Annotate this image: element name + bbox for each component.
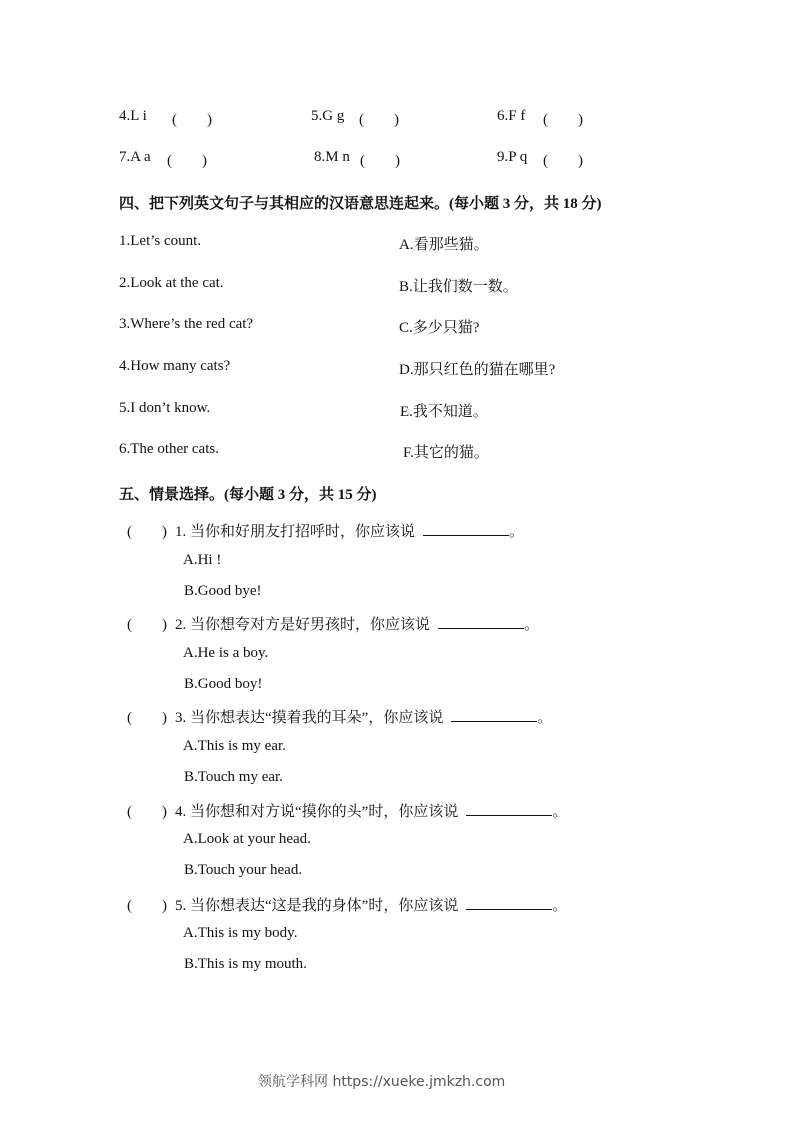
section-heading: 四、把下列英文句子与其相应的汉语意思连起来。(每小题 3 分，共 18 分)	[119, 196, 602, 212]
option-b[interactable]: B.This is my mouth.	[184, 956, 307, 972]
answer-paren[interactable]: ( )	[359, 112, 399, 128]
question-stem: 3. 当你想表达“摸着我的耳朵”，你应该说 。	[175, 706, 552, 727]
match-right-item[interactable]: F.其它的猫。	[403, 445, 489, 461]
letter-item: 6.F f	[497, 108, 526, 124]
option-b[interactable]: B.Touch my ear.	[184, 769, 283, 785]
answer-paren[interactable]: ( )	[167, 153, 207, 169]
letter-item: 8.M n	[314, 149, 350, 165]
match-left-item[interactable]: 5.I don’t know.	[119, 400, 211, 416]
option-a[interactable]: A.Hi !	[183, 552, 222, 568]
option-b[interactable]: B.Good bye!	[184, 583, 262, 599]
letter-item: 5.G g	[311, 108, 345, 124]
question-stem: 2. 当你想夸对方是好男孩时，你应该说 。	[175, 613, 539, 634]
answer-paren[interactable]: ( )	[543, 112, 583, 128]
option-b[interactable]: B.Good boy!	[184, 676, 263, 692]
option-a[interactable]: A.Look at your head.	[183, 831, 311, 847]
match-left-item[interactable]: 3.Where’s the red cat?	[119, 316, 254, 332]
answer-paren[interactable]: ( )	[127, 617, 167, 633]
match-left-item[interactable]: 6.The other cats.	[119, 441, 219, 457]
match-right-item[interactable]: C.多少只猫?	[399, 320, 480, 336]
letter-item: 7.A a	[119, 149, 151, 165]
answer-paren[interactable]: ( )	[127, 710, 167, 726]
match-right-item[interactable]: A.看那些猫。	[399, 237, 489, 253]
question-stem: 4. 当你想和对方说“摸你的头”时，你应该说 。	[175, 800, 567, 821]
match-left-item[interactable]: 4.How many cats?	[119, 358, 231, 374]
answer-paren[interactable]: ( )	[127, 898, 167, 914]
section-heading: 五、情景选择。(每小题 3 分，共 15 分)	[119, 487, 377, 503]
answer-blank[interactable]	[438, 614, 524, 629]
answer-blank[interactable]	[466, 895, 552, 910]
match-right-item[interactable]: E.我不知道。	[400, 404, 488, 420]
match-left-item[interactable]: 1.Let’s count.	[119, 233, 202, 249]
answer-paren[interactable]: ( )	[543, 153, 583, 169]
answer-blank[interactable]	[423, 521, 509, 536]
option-a[interactable]: A.He is a boy.	[183, 645, 269, 661]
match-right-item[interactable]: D.那只红色的猫在哪里?	[399, 362, 556, 378]
question-stem: 5. 当你想表达“这是我的身体”时，你应该说 。	[175, 894, 567, 915]
answer-paren[interactable]: ( )	[360, 153, 400, 169]
letter-item: 4.L i	[119, 108, 147, 124]
answer-paren[interactable]: ( )	[172, 112, 212, 128]
answer-paren[interactable]: ( )	[127, 524, 167, 540]
answer-blank[interactable]	[466, 801, 552, 816]
question-stem: 1. 当你和好朋友打招呼时，你应该说 。	[175, 520, 524, 541]
option-a[interactable]: A.This is my ear.	[183, 738, 286, 754]
footer-watermark: 领航学科网 https://xueke.jmkzh.com	[258, 1074, 506, 1090]
letter-item: 9.P q	[497, 149, 528, 165]
option-a[interactable]: A.This is my body.	[183, 925, 298, 941]
answer-blank[interactable]	[451, 707, 537, 722]
option-b[interactable]: B.Touch your head.	[184, 862, 303, 878]
answer-paren[interactable]: ( )	[127, 804, 167, 820]
match-right-item[interactable]: B.让我们数一数。	[399, 279, 518, 295]
match-left-item[interactable]: 2.Look at the cat.	[119, 275, 224, 291]
